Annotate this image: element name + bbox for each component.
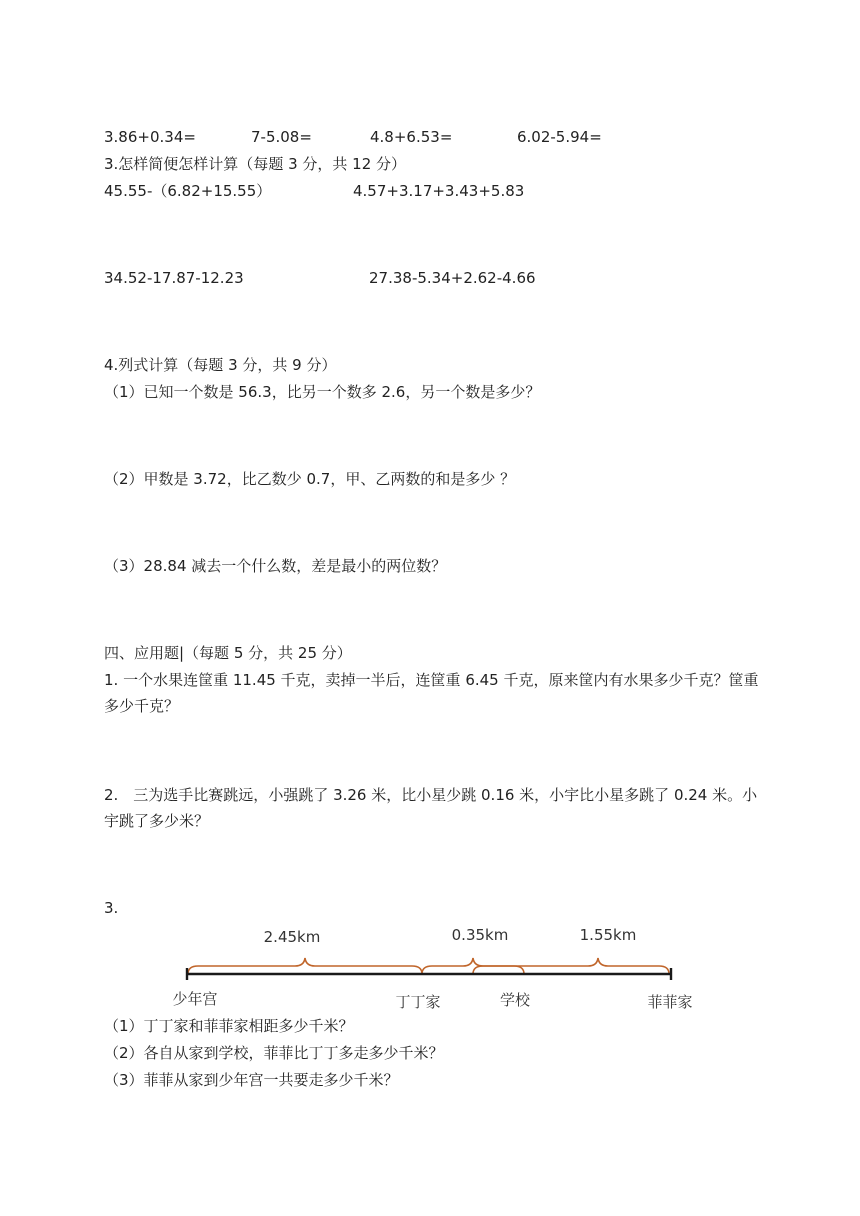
calc-item: 7-5.08= bbox=[251, 128, 312, 146]
calc-item: 3.86+0.34= bbox=[104, 128, 196, 146]
distance-label: 0.35km bbox=[451, 926, 509, 944]
distance-diagram bbox=[150, 918, 710, 1018]
problem-3-question-3: （3）菲菲从家到少年宫一共要走多少千米？ bbox=[104, 1071, 399, 1089]
section-4-title: 4.列式计算（每题 3 分，共 9 分） bbox=[104, 356, 337, 374]
distance-label: 2.45km bbox=[263, 928, 321, 946]
calc-item: 4.57+3.17+3.43+5.83 bbox=[353, 182, 525, 200]
place-label: 丁丁家 bbox=[395, 993, 441, 1011]
distance-label: 1.55km bbox=[579, 926, 637, 944]
place-label: 少年宫 bbox=[172, 990, 218, 1008]
calc-item: 4.8+6.53= bbox=[370, 128, 453, 146]
calc-item: 6.02-5.94= bbox=[517, 128, 602, 146]
brace bbox=[473, 958, 669, 974]
calc-item: 45.55-（6.82+15.55） bbox=[104, 182, 272, 200]
section-3-title: 3.怎样简便怎样计算（每题 3 分，共 12 分） bbox=[104, 155, 407, 173]
place-label: 学校 bbox=[499, 991, 531, 1009]
place-label: 菲菲家 bbox=[647, 993, 693, 1011]
problem-3-question-1: （1）丁丁家和菲菲家相距多少千米？ bbox=[104, 1017, 354, 1035]
applied-problem-3-label: 3. bbox=[104, 899, 119, 917]
problem-3-question-2: （2）各自从家到学校，菲菲比丁丁多走多少千米？ bbox=[104, 1044, 444, 1062]
brace bbox=[188, 958, 422, 974]
calc-item: 34.52-17.87-12.23 bbox=[104, 269, 244, 287]
calc-item: 27.38-5.34+2.62-4.66 bbox=[369, 269, 536, 287]
question-1: （1）已知一个数是 56.3，比另一个数多 2.6，另一个数是多少？ bbox=[104, 383, 541, 401]
applied-problem-2: 2. 三为选手比赛跳远，小强跳了 3.26 米，比小星少跳 0.16 米，小宇比小星多跳了 0.24 米。小宇跳了多少米？ bbox=[104, 786, 758, 830]
applied-problem-1: 1. 一个水果连筐重 11.45 千克，卖掉一半后，连筐重 6.45 千克，原来筐内有水果多少千克？筐重多少千克？ bbox=[104, 671, 759, 715]
question-3: （3）28.84 减去一个什么数，差是最小的两位数？ bbox=[104, 557, 447, 575]
applied-section-title: 四、应用题|（每题 5 分，共 25 分） bbox=[104, 644, 352, 662]
question-2: （2）甲数是 3.72，比乙数少 0.7，甲、乙两数的和是多少 ？ bbox=[104, 470, 516, 488]
